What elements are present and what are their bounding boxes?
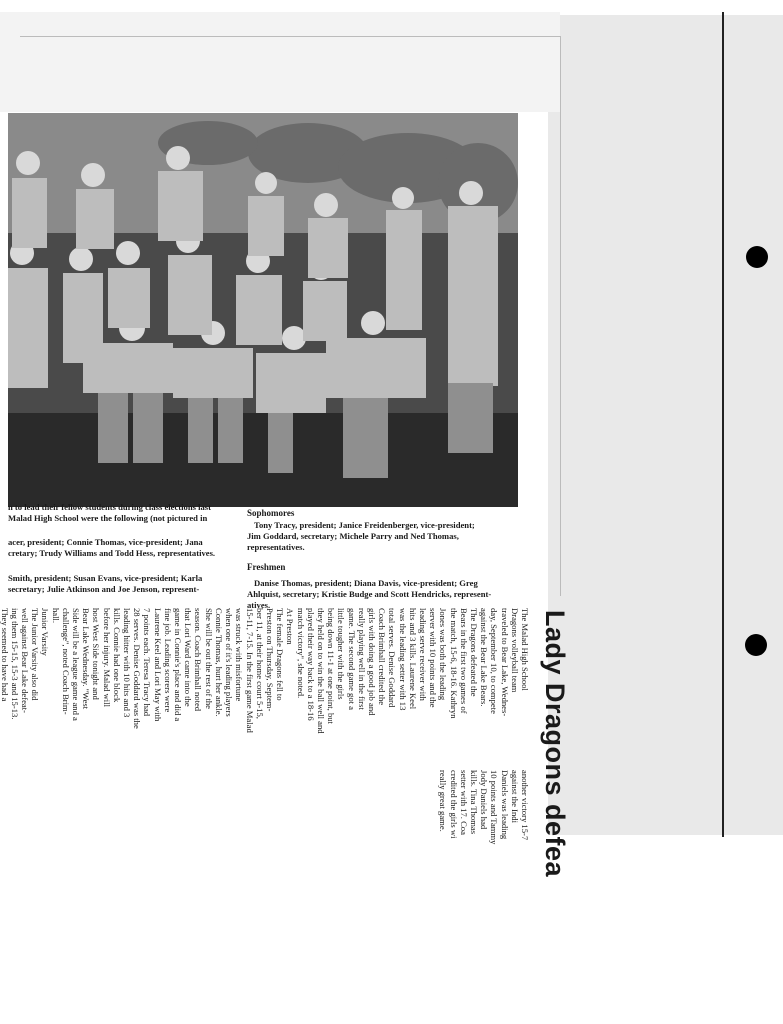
article-line: that Lori Ward came into the (183, 608, 194, 707)
article-line: little tougher with the girls (336, 608, 347, 700)
article-line: The Dragons defeated the (468, 608, 479, 697)
article-line: kills. Tina Thomas (468, 770, 479, 835)
article-line: The Malad High School (520, 608, 530, 691)
article-line: well against Bear Lake defeat- (20, 608, 31, 713)
article-line: hall. (50, 608, 61, 624)
article-line: game in Connie's place and did a (173, 608, 184, 722)
article-line: girls with doing a good job and (366, 608, 377, 716)
article-line: Jones was both the leading (438, 608, 449, 701)
caption-intro-line1: n to lead their fellow students during class elections last (8, 502, 211, 512)
article-line: Junior Varsity (40, 608, 51, 656)
article-line: setter with 17. Coa (458, 770, 469, 835)
freshmen-line2: Ahlquist, secretary; Kristie Budge and Scott Hendricks, represent- (247, 589, 492, 599)
article-column-main (0, 608, 530, 734)
article-line: ber 11, at their home court 5-15, (254, 608, 265, 719)
article-line: Side will be a league game and a (71, 608, 82, 721)
punch-hole-top (746, 246, 768, 268)
article-line: She will be out the rest of the (203, 608, 214, 709)
page-edge-top (20, 36, 560, 37)
article-line: when one of it's leading players (224, 608, 235, 717)
article-line: host West Side tonight and (91, 608, 102, 700)
article-line: Bear Lake Wednesday. "West (81, 608, 92, 710)
article-line: challenge", noted Coach Brim- (60, 608, 71, 715)
article-line: total serves. Denise Goddard (387, 608, 398, 708)
article-line: Jody Daniels had (479, 770, 490, 830)
article-line: match victory", she noted. (295, 608, 306, 699)
article-line: was struck with misfortune (234, 608, 245, 702)
article-line: played their way back to a 18-16 (305, 608, 316, 721)
article-line: leading serve receiver with (417, 608, 428, 701)
caption-juniors-line1: acer, president; Connie Thomas, vice-president; Jana (8, 537, 203, 547)
article-line: they held on to win the ball well and (315, 608, 326, 734)
article-line: The female Dragons fell to (275, 608, 286, 701)
article-line: Bears in the first two games of (458, 608, 469, 714)
article-line: ing them 15-15, 15-3 and 15-13. (9, 608, 20, 720)
article-line: day, September 10, to compete (489, 608, 500, 714)
article-line: leading hitter with 10 hits and 3 (122, 608, 133, 718)
article-line: against the Bear Lake Bears. (479, 608, 490, 707)
article-line: before her injury. Malad will (101, 608, 112, 707)
sophomores-line3: representatives. (247, 542, 305, 552)
article-line: being down 11-1 at one point, but (326, 608, 337, 724)
class-officers-photo (8, 113, 518, 507)
article-line: Connie Thomas, hurt her ankle. (213, 608, 224, 717)
article-line: game. The second game got a (346, 608, 357, 710)
scan-fold-line (722, 12, 724, 837)
article-line: Coach Brimhall credited the (377, 608, 388, 706)
article-line: 28 serves. Denise Goddard was the (132, 608, 143, 729)
article-line: Laurene Keel and Lori May with (152, 608, 163, 722)
article-line: credited the girls wi (448, 770, 459, 839)
article-line: kills. Connie had one block (111, 608, 122, 703)
article-line: 10 points and Tammy (489, 770, 500, 845)
article-headline: Lady Dragons defea (540, 610, 570, 878)
article-line: another victory 15-7 (520, 770, 530, 841)
caption-intro-line2: Malad High School were the following (not pictured in (8, 513, 208, 523)
freshmen-heading: Freshmen (247, 562, 286, 572)
freshmen-line3: atives. (247, 600, 271, 610)
caption-freshmen-left-line1: Smith, president; Susan Evans, vice-president; Karla (8, 573, 203, 583)
article-line: was the leading setter with 13 (397, 608, 408, 711)
scan-top-shadow (0, 12, 560, 112)
article-line: the match, 15-6, 18-16. Kathryn (448, 608, 459, 719)
article-line: The Junior Varsity also did (30, 608, 41, 701)
article-line: Dragons volleyball team (509, 608, 520, 693)
punch-hole-bottom (745, 634, 767, 656)
freshmen-line1: Danise Thomas, president; Diana Davis, vice-president; Greg (254, 578, 478, 588)
sophomores-heading: Sophomores (247, 508, 295, 518)
article-line: 15-11, 7-15. In the first game Malad (244, 608, 255, 733)
article-line: fine job. Leading scorers were (162, 608, 173, 713)
article-line: hits and 3 kills. Laurene Keel (407, 608, 418, 710)
article-line: server with 10 points and the (428, 608, 439, 708)
caption-freshmen-left-line2: secretary; Julie Atkinson and Joe Jenson, represent- (8, 584, 200, 594)
scan-right-shadow (548, 15, 783, 835)
article-line: season. Coach Brimhall noted (193, 608, 204, 712)
article-line: At Preston (285, 608, 296, 645)
article-line: Daniels was leading (499, 770, 510, 840)
sophomores-line1: Tony Tracy, president; Janice Freidenberger, vice-president; (254, 520, 475, 530)
article-line: They seemed to have had a (0, 608, 10, 702)
article-line: 7 points each. Teresa Tracy had (142, 608, 153, 717)
article-line: traveled to Bear Lake, Wednes- (499, 608, 510, 717)
article-line: really great game. (438, 770, 449, 832)
page-edge-right (560, 36, 561, 596)
article-line: really playing well in the first (356, 608, 367, 710)
sophomores-line2: Jim Goddard, secretary; Michele Parry and Ned Thomas, (247, 531, 459, 541)
caption-juniors-line2: cretary; Trudy Williams and Todd Hess, representatives. (8, 548, 216, 558)
article-line: against the Indi (509, 770, 520, 823)
article-line: Preston on Thursday, Septem- (264, 608, 275, 712)
article-column-continued (438, 770, 530, 844)
